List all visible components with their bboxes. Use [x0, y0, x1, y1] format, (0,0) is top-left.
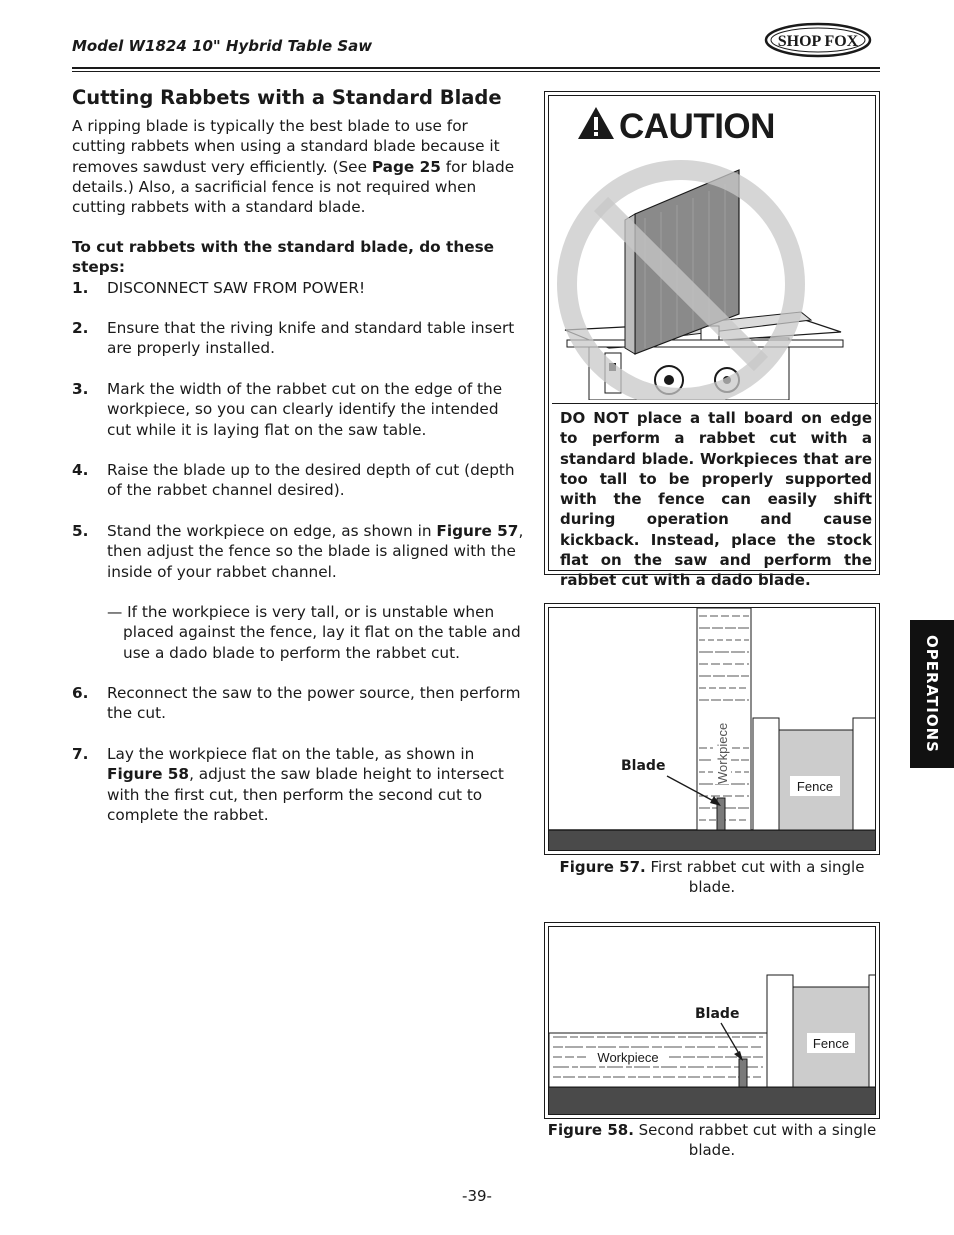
intro-paragraph: A ripping blade is typically the best blade to use for cutting rabbets when using a standard blade because it removes sawdust very efficiently. (See Page 25 for blade details.) Also, a sacrificial fence is not required when cutting rabbets with a standard blade.: [72, 117, 515, 217]
figure-58: [544, 922, 880, 1119]
operations-side-tab: OPERATIONS: [910, 620, 954, 768]
figure-57: [544, 603, 880, 855]
header-rule-thin: [72, 71, 880, 72]
figure-58-diagram: [549, 927, 876, 1115]
figure-57-diagram: [549, 608, 876, 851]
page-reference: Page 25: [371, 157, 441, 176]
caution-text: DO NOT place a tall board on edge to perform a rabbet cut with a standard blade. Workpieces that are too tall to be properly supported with the fence can easily shift during operation and cause kickback. Instead, place the stock flat on the saw and perform the rabbet cut with a dado blade.: [552, 403, 878, 595]
figure-57-blade-label: Blade: [621, 758, 666, 774]
caution-box: [544, 91, 880, 590]
warning-triangle-icon: [576, 105, 616, 141]
steps-heading: To cut rabbets with the standard blade, do these steps:: [72, 238, 495, 277]
header-model-title: Model W1824 10" Hybrid Table Saw: [72, 37, 373, 55]
caution-heading: CAUTION: [619, 107, 775, 146]
figure-57-reference: Figure 57: [436, 522, 519, 540]
section-title: Cutting Rabbets with a Standard Blade: [72, 86, 502, 109]
figure-58-workpiece-label: Workpiece: [597, 1050, 659, 1065]
figure-57-caption: Figure 57. First rabbet cut with a single blade.: [559, 858, 865, 897]
figure-58-reference: Figure 58: [107, 765, 190, 784]
figure-58-fence-label: Fence: [812, 1036, 850, 1051]
figure-58-blade-label: Blade: [695, 1006, 740, 1022]
header-rule-thick: [72, 67, 880, 69]
figure-57-fence-label: Fence: [796, 779, 834, 794]
figure-57-workpiece-label: Workpiece: [715, 722, 730, 784]
step-5-note: — If the workpiece is very tall, or is unstable when placed against the fence, lay it flat on the table and use a dado blade to perform the rabbet cut.: [107, 603, 521, 662]
tall-board-prohibited-illustration: [549, 158, 877, 400]
page-number: -39-: [462, 1187, 492, 1205]
figure-58-caption: Figure 58. Second rabbet cut with a single blade.: [547, 1121, 877, 1160]
shop-fox-logo: [764, 22, 872, 58]
logo-text: SHOP FOX: [777, 33, 859, 50]
